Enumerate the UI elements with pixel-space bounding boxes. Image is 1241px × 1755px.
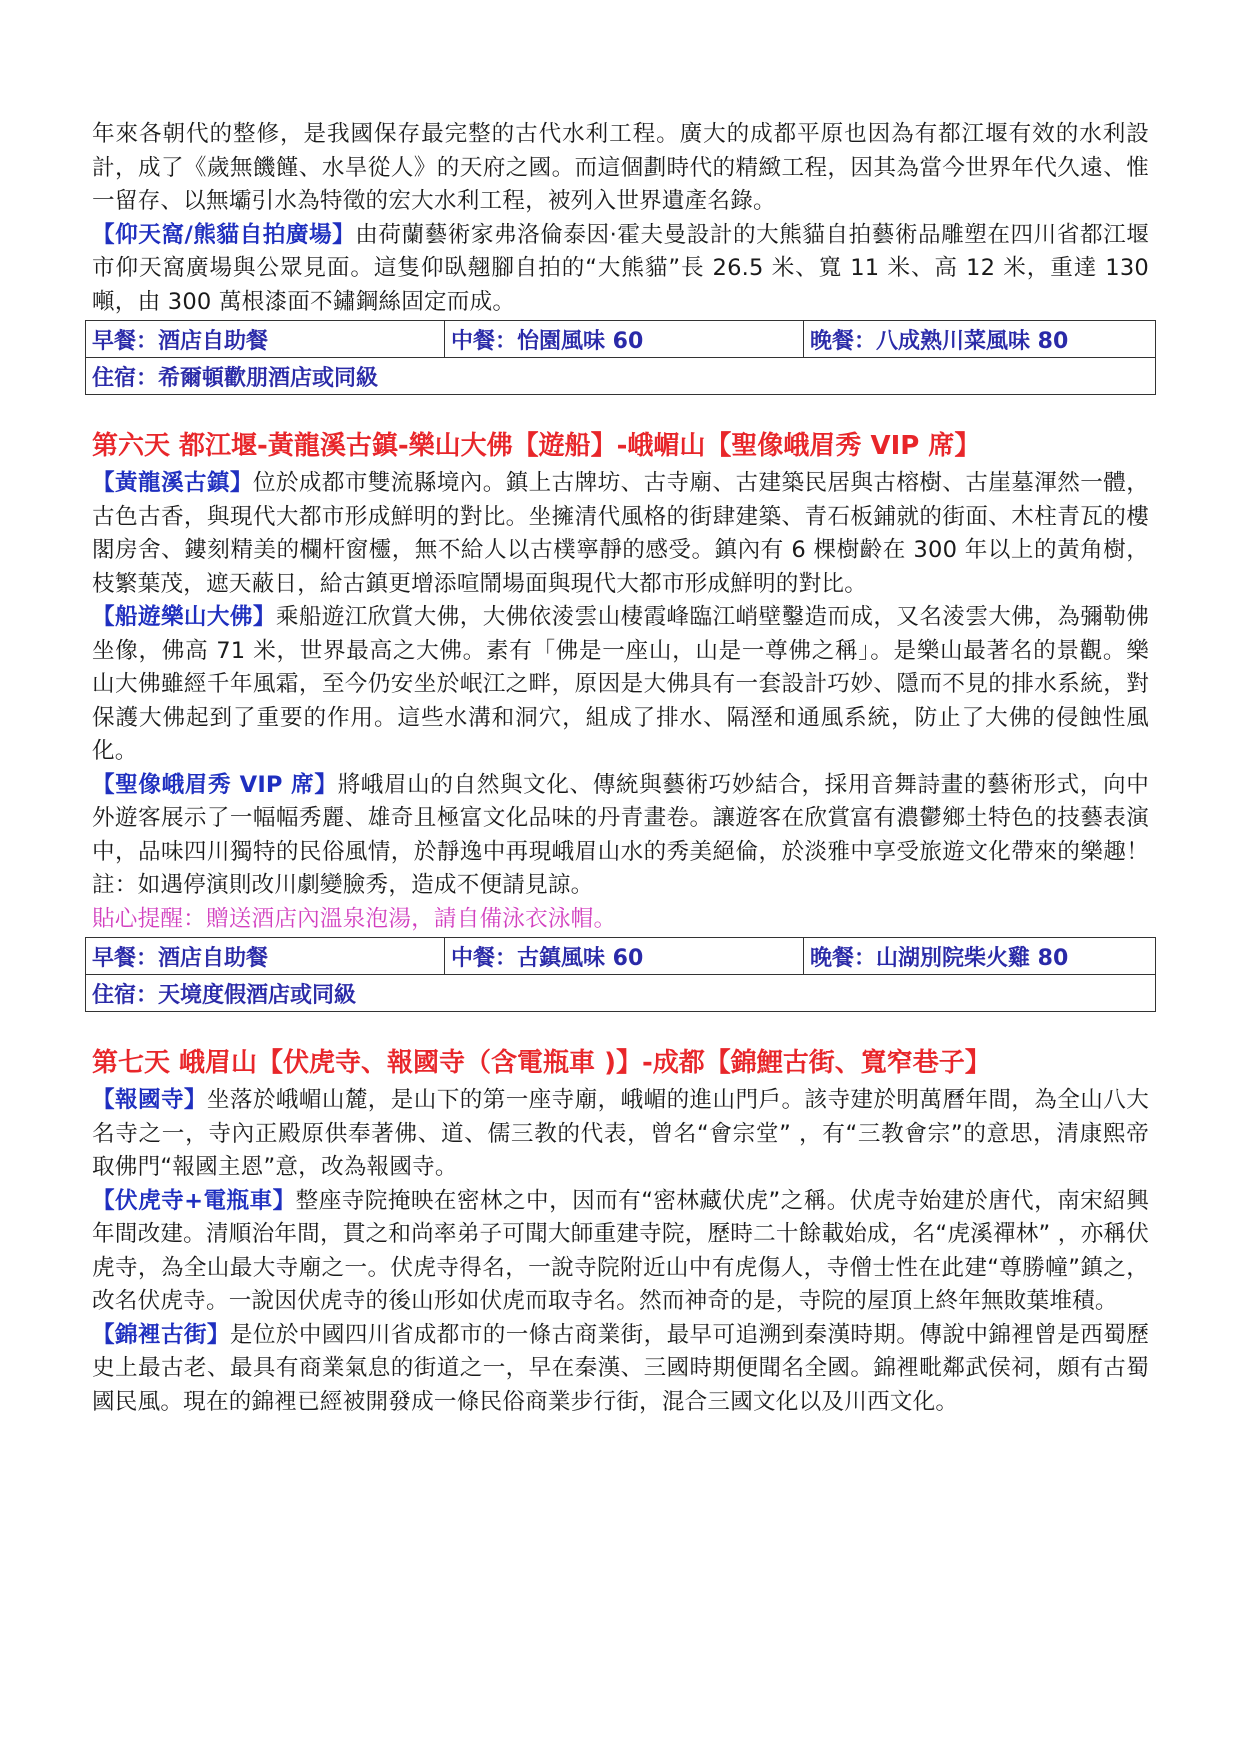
day6-section xyxy=(92,429,1149,1012)
day7-section xyxy=(92,1046,1149,1419)
day6-item-1-label: 【黃龍溪古鎮】 xyxy=(92,470,253,496)
breakfast-cell: 早餐：酒店自助餐 xyxy=(86,321,445,358)
day7-item-1-label: 【報國寺】 xyxy=(92,1087,207,1113)
day7-item-2 xyxy=(92,1185,1149,1319)
day6-item-2 xyxy=(92,601,1149,769)
intro-section xyxy=(92,118,1149,395)
day7-item-3-text: 是位於中國四川省成都市的一條古商業街，最早可追溯到秦漢時期。傳說中錦裡曾是西蜀歷史上最古老、最具有商業氣息的街道之一，早在秦漢、三國時期便聞名全國。錦裡毗鄰武侯祠，頗有古蜀國民風。現在的錦裡已經被開發成一條民俗商業步行街，混合三國文化以及川西文化。 xyxy=(92,1321,1150,1415)
panda-plaza-text: 由荷蘭藝術家弗洛倫泰因·霍夫曼設計的大熊貓自拍藝術品雕塑在四川省都江堰市仰天窩廣場與公眾見面。這隻仰臥翹腳自拍的“大熊貓”長 26.5 米、寬 11 米、高 12 米，重達 130 噸，由 300 萬根漆面不鏽鋼絲固定而成。 xyxy=(92,221,1149,315)
day6-reminder: 貼心提醒：贈送酒店內溫泉泡湯，請自備泳衣泳帽。 xyxy=(92,905,617,932)
day7-title: 第七天 峨眉山【伏虎寺、報國寺（含電瓶車 )】-成都【錦鯉古街、寬窄巷子】 xyxy=(92,1048,991,1078)
panda-plaza-label: 【仰天窩/熊貓自拍廣場】 xyxy=(92,221,356,248)
day7-item-3-label: 【錦裡古街】 xyxy=(92,1321,230,1348)
day7-item-1-text: 坐落於峨嵋山麓，是山下的第一座寺廟，峨嵋的進山門戶。該寺建於明萬曆年間，為全山八大名寺之一，寺內正殿原供奉著佛、道、儒三教的代表，曾名“會宗堂” ，有“三教會宗”的意思，清康熙帝取佛門“報國主恩”意，改為報國寺。 xyxy=(92,1087,1150,1180)
breakfast-cell: 早餐：酒店自助餐 xyxy=(86,938,445,975)
day6-item-3-text: 將峨眉山的自然與文化、傳統與藝術巧妙結合，採用音舞詩畫的藝術形式，向中外遊客展示了一幅幅秀麗、雄奇且極富文化品味的丹青畫卷。讓遊客在欣賞富有濃鬱鄉土特色的技藝表演中，品味四川獨特的民俗風情，於靜逸中再現峨眉山水的秀美絕倫，於淡雅中享受旅遊文化帶來的樂趣！註：如遇停演則改川劇變臉秀，造成不便請見諒。 xyxy=(92,771,1149,898)
day7-item-2-text: 整座寺院掩映在密林之中，因而有“密林藏伏虎”之稱。伏虎寺始建於唐代，南宋紹興年間改建。清順治年間，貫之和尚率弟子可聞大師重建寺院，歷時二十餘載始成，名“虎溪禪林” ，亦稱伏虎寺，為全山最大寺廟之一。伏虎寺得名，一說寺院附近山中有虎傷人，寺僧士性在此建“尊勝幢”鎮之，改名伏虎寺。一說因伏虎寺的後山形如伏虎而取寺名。然而神奇的是，寺院的屋頂上終年無敗葉堆積。 xyxy=(92,1187,1150,1314)
day6-item-1 xyxy=(92,467,1149,601)
dinner-cell: 晚餐：山湖別院柴火雞 80 xyxy=(804,938,1156,975)
intro-meal-table xyxy=(85,320,1156,395)
hotel-cell: 住宿：希爾頓歡朋酒店或同級 xyxy=(86,358,1156,395)
day6-item-3-label: 【聖像峨眉秀 VIP 席】 xyxy=(92,771,338,798)
dinner-cell: 晚餐：八成熟川菜風味 80 xyxy=(804,321,1156,358)
lunch-cell: 中餐：怡園風味 60 xyxy=(445,321,804,358)
day6-item-1-text: 位於成都市雙流縣境內。鎮上古牌坊、古寺廟、古建築民居與古榕樹、古崖墓渾然一體，古色古香，與現代大都市形成鮮明的對比。坐擁清代風格的街肆建築、青石板鋪就的街面、木柱青瓦的樓閣房舍、鏤刻精美的欄杆窗欞，無不給人以古樸寧靜的感受。鎮內有 6 棵樹齡在 300 年以上的黃角樹，枝繁葉茂，遮天蔽日，給古鎮更增添喧鬧場面與現代大都市形成鮮明的對比。 xyxy=(92,470,1149,597)
day7-item-3 xyxy=(92,1319,1149,1420)
day6-item-3 xyxy=(92,769,1149,903)
day6-item-2-label: 【船遊樂山大佛】 xyxy=(92,604,276,630)
lunch-cell: 中餐：古鎮風味 60 xyxy=(445,938,804,975)
dujiangyan-paragraph: 年來各朝代的整修，是我國保存最完整的古代水利工程。廣大的成都平原也因為有都江堰有效的水利設計，成了《歲無饑饉、水旱從人》的天府之國。而這個劃時代的精緻工程，因其為當今世界年代久遠、惟一留存、以無壩引水為特徵的宏大水利工程，被列入世界遺產名錄。 xyxy=(92,121,1149,214)
day6-item-2-text: 乘船遊江欣賞大佛，大佛依淩雲山棲霞峰臨江峭壁鑿造而成，又名淩雲大佛，為彌勒佛坐像，佛高 71 米，世界最高之大佛。素有「佛是一座山，山是一尊佛之稱」。是樂山最著名的景觀。樂山大佛雖經千年風霜，至今仍安坐於岷江之畔，原因是大佛具有一套設計巧妙、隱而不見的排水系統，對保護大佛起到了重要的作用。這些水溝和洞穴，組成了排水、隔溼和通風系統，防止了大佛的侵蝕性風化。 xyxy=(92,604,1149,764)
hotel-cell: 住宿：天境度假酒店或同級 xyxy=(86,975,1156,1012)
panda-plaza-paragraph xyxy=(92,219,1149,320)
day6-meal-table xyxy=(85,937,1156,1012)
day7-item-2-label: 【伏虎寺+電瓶車】 xyxy=(92,1187,296,1214)
day6-title: 第六天 都江堰-黃龍溪古鎮-樂山大佛【遊船】-峨嵋山【聖像峨眉秀 VIP 席】 xyxy=(92,431,981,461)
day7-item-1 xyxy=(92,1084,1149,1185)
